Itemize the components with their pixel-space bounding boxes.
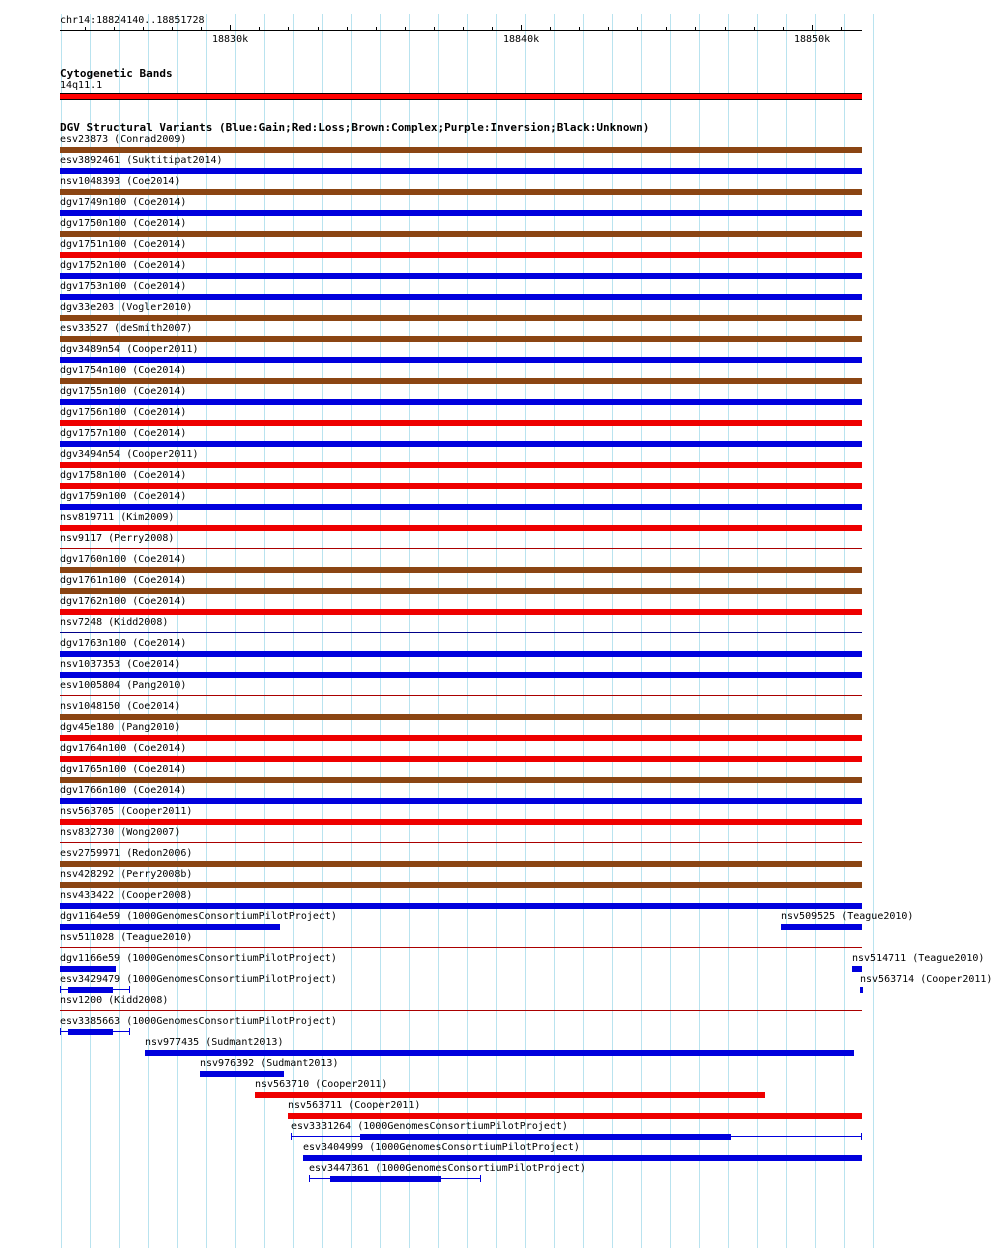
variant-label[interactable]: nsv1200 (Kidd2008) xyxy=(60,995,169,1006)
variant-bar[interactable] xyxy=(60,735,862,741)
minor-tick xyxy=(288,27,289,31)
variant-bar[interactable] xyxy=(60,1010,862,1011)
variant-bar[interactable] xyxy=(255,1092,765,1098)
variant-bar[interactable] xyxy=(860,987,863,993)
variant-bar[interactable] xyxy=(60,294,862,300)
minor-tick xyxy=(85,27,86,31)
minor-tick xyxy=(114,27,115,31)
ruler-axis xyxy=(60,30,862,31)
tick-label: 18840k xyxy=(503,34,540,45)
variant-label[interactable]: dgv33e203 (Vogler2010) xyxy=(60,302,193,313)
variant-bar[interactable] xyxy=(60,842,862,843)
variant-label[interactable]: nsv9117 (Perry2008) xyxy=(60,533,175,544)
variant-bar[interactable] xyxy=(60,882,862,888)
variant-bar[interactable] xyxy=(60,695,862,696)
variant-bar[interactable] xyxy=(60,336,862,342)
variant-bar[interactable] xyxy=(60,651,862,657)
variant-label[interactable]: esv3385663 (1000GenomesConsortiumPilotProject) xyxy=(60,1016,337,1027)
variant-label[interactable]: dgv1761n100 (Coe2014) xyxy=(60,575,187,586)
grid-line xyxy=(583,14,584,1248)
variant-label[interactable]: dgv1751n100 (Coe2014) xyxy=(60,239,187,250)
minor-tick xyxy=(463,27,464,31)
variant-bar[interactable] xyxy=(60,147,862,153)
variant-label[interactable]: nsv563705 (Cooper2011) xyxy=(60,806,193,817)
variant-label[interactable]: dgv1756n100 (Coe2014) xyxy=(60,407,187,418)
variant-core-bar[interactable] xyxy=(68,987,113,993)
variant-bar[interactable] xyxy=(60,609,862,615)
minor-tick xyxy=(434,27,435,31)
minor-tick xyxy=(172,27,173,31)
minor-tick xyxy=(347,27,348,31)
variant-bar[interactable] xyxy=(60,966,116,972)
variant-label[interactable]: dgv1749n100 (Coe2014) xyxy=(60,197,187,208)
variant-whisker-cap xyxy=(480,1175,481,1182)
grid-line xyxy=(641,14,642,1248)
variant-label[interactable]: nsv428292 (Perry2008b) xyxy=(60,869,193,880)
minor-tick xyxy=(143,27,144,31)
minor-tick xyxy=(666,27,667,31)
variant-bar[interactable] xyxy=(60,189,862,195)
variant-bar[interactable] xyxy=(60,525,862,531)
variant-bar[interactable] xyxy=(60,357,862,363)
variant-label[interactable]: nsv514711 (Teague2010) xyxy=(852,953,985,964)
variant-label[interactable]: nsv563714 (Cooper2011) xyxy=(860,974,992,985)
variant-bar[interactable] xyxy=(60,462,862,468)
major-tick xyxy=(230,25,231,31)
variant-label[interactable]: dgv1166e59 (1000GenomesConsortiumPilotProject) xyxy=(60,953,337,964)
variant-label[interactable]: esv3331264 (1000GenomesConsortiumPilotProject) xyxy=(291,1121,568,1132)
variant-label[interactable]: esv33527 (deSmith2007) xyxy=(60,323,193,334)
grid-line xyxy=(786,14,787,1248)
grid-line xyxy=(409,14,410,1248)
variant-bar[interactable] xyxy=(60,672,862,678)
grid-line xyxy=(380,14,381,1248)
variant-bar[interactable] xyxy=(60,989,129,990)
cytoband-track-title[interactable]: Cytogenetic Bands xyxy=(60,67,173,80)
variant-bar[interactable] xyxy=(60,504,862,510)
grid-line xyxy=(670,14,671,1248)
grid-line xyxy=(815,14,816,1248)
variant-bar[interactable] xyxy=(303,1155,862,1161)
minor-tick xyxy=(579,27,580,31)
variant-label[interactable]: dgv1754n100 (Coe2014) xyxy=(60,365,187,376)
variant-label[interactable]: dgv1765n100 (Coe2014) xyxy=(60,764,187,775)
variant-core-bar[interactable] xyxy=(360,1134,731,1140)
variant-label[interactable]: nsv509525 (Teague2010) xyxy=(781,911,914,922)
variant-bar[interactable] xyxy=(60,399,862,405)
variant-bar[interactable] xyxy=(60,420,862,426)
variant-bar[interactable] xyxy=(60,378,862,384)
minor-tick xyxy=(637,27,638,31)
variant-label[interactable]: dgv1755n100 (Coe2014) xyxy=(60,386,187,397)
variant-label[interactable]: dgv1763n100 (Coe2014) xyxy=(60,638,187,649)
minor-tick xyxy=(841,27,842,31)
variant-bar[interactable] xyxy=(60,924,280,930)
grid-line xyxy=(496,14,497,1248)
variant-bar[interactable] xyxy=(60,714,862,720)
variant-label[interactable]: dgv1766n100 (Coe2014) xyxy=(60,785,187,796)
cytoband-label[interactable]: 14q11.1 xyxy=(60,80,103,91)
variant-label[interactable]: dgv1759n100 (Coe2014) xyxy=(60,491,187,502)
variant-label[interactable]: dgv1164e59 (1000GenomesConsortiumPilotProject) xyxy=(60,911,337,922)
major-tick xyxy=(812,25,813,31)
tick-label: 18830k xyxy=(212,34,249,45)
variant-label[interactable]: dgv45e180 (Pang2010) xyxy=(60,722,181,733)
variant-label[interactable]: nsv7248 (Kidd2008) xyxy=(60,617,169,628)
minor-tick xyxy=(550,27,551,31)
variant-label[interactable]: esv3447361 (1000GenomesConsortiumPilotProject) xyxy=(309,1163,586,1174)
tick-label: 18850k xyxy=(794,34,831,45)
minor-tick xyxy=(608,27,609,31)
variant-bar[interactable] xyxy=(60,273,862,279)
variant-bar[interactable] xyxy=(60,168,862,174)
variant-bar[interactable] xyxy=(60,210,862,216)
variant-label[interactable]: esv1005804 (Pang2010) xyxy=(60,680,187,691)
grid-line xyxy=(467,14,468,1248)
grid-line xyxy=(554,14,555,1248)
variant-label[interactable]: esv23873 (Conrad2009) xyxy=(60,134,187,145)
variant-bar[interactable] xyxy=(291,1136,862,1137)
variant-bar[interactable] xyxy=(60,252,862,258)
minor-tick xyxy=(405,27,406,31)
grid-line xyxy=(728,14,729,1248)
variant-label[interactable]: esv3429479 (1000GenomesConsortiumPilotProject) xyxy=(60,974,337,985)
variant-bar[interactable] xyxy=(781,924,862,930)
variant-bar[interactable] xyxy=(309,1178,480,1179)
grid-line xyxy=(612,14,613,1248)
variant-bar[interactable] xyxy=(60,315,862,321)
variant-bar[interactable] xyxy=(60,483,862,489)
variant-bar[interactable] xyxy=(288,1113,862,1119)
variant-label[interactable]: dgv1752n100 (Coe2014) xyxy=(60,260,187,271)
variant-bar[interactable] xyxy=(60,947,862,948)
variant-label[interactable]: dgv1760n100 (Coe2014) xyxy=(60,554,187,565)
grid-line xyxy=(438,14,439,1248)
variant-label[interactable]: esv3892461 (Suktitipat2014) xyxy=(60,155,223,166)
variant-bar[interactable] xyxy=(60,819,862,825)
variant-bar[interactable] xyxy=(60,231,862,237)
variant-bar[interactable] xyxy=(60,777,862,783)
variant-label[interactable]: dgv1753n100 (Coe2014) xyxy=(60,281,187,292)
grid-line xyxy=(873,14,874,1248)
grid-line xyxy=(699,14,700,1248)
variant-bar[interactable] xyxy=(200,1071,284,1077)
cytoband-bar[interactable] xyxy=(60,93,862,100)
variant-label[interactable]: nsv976392 (Sudmant2013) xyxy=(200,1058,339,1069)
variant-label[interactable]: dgv1764n100 (Coe2014) xyxy=(60,743,187,754)
variant-label[interactable]: nsv1048393 (Coe2014) xyxy=(60,176,181,187)
variant-label[interactable]: dgv1762n100 (Coe2014) xyxy=(60,596,187,607)
variant-label[interactable]: dgv1750n100 (Coe2014) xyxy=(60,218,187,229)
variant-label[interactable]: nsv1037353 (Coe2014) xyxy=(60,659,181,670)
minor-tick xyxy=(783,27,784,31)
variant-bar[interactable] xyxy=(60,1031,129,1032)
minor-tick xyxy=(754,27,755,31)
variant-bar[interactable] xyxy=(852,966,862,972)
minor-tick xyxy=(376,27,377,31)
grid-line xyxy=(757,14,758,1248)
variant-label[interactable]: esv2759971 (Redon2006) xyxy=(60,848,193,859)
variant-bar[interactable] xyxy=(60,903,862,909)
variant-whisker-cap xyxy=(129,1028,130,1035)
variant-bar[interactable] xyxy=(60,441,862,447)
variant-whisker-cap xyxy=(129,986,130,993)
variant-label[interactable]: nsv977435 (Sudmant2013) xyxy=(145,1037,284,1048)
minor-tick xyxy=(695,27,696,31)
variant-label[interactable]: nsv511028 (Teague2010) xyxy=(60,932,193,943)
variant-label[interactable]: nsv563710 (Cooper2011) xyxy=(255,1079,388,1090)
variant-label[interactable]: dgv3494n54 (Cooper2011) xyxy=(60,449,199,460)
dgv-track-title[interactable]: DGV Structural Variants (Blue:Gain;Red:Loss;Brown:Complex;Purple:Inversion;Black:Unknown) xyxy=(60,121,650,134)
variant-bar[interactable] xyxy=(60,588,862,594)
grid-line xyxy=(844,14,845,1248)
variant-label[interactable]: nsv433422 (Cooper2008) xyxy=(60,890,193,901)
minor-tick xyxy=(201,27,202,31)
variant-bar[interactable] xyxy=(60,756,862,762)
variant-bar[interactable] xyxy=(60,632,862,633)
variant-label[interactable]: nsv832730 (Wong2007) xyxy=(60,827,181,838)
variant-label[interactable]: dgv1758n100 (Coe2014) xyxy=(60,470,187,481)
major-tick xyxy=(521,25,522,31)
grid-line xyxy=(525,14,526,1248)
variant-label[interactable]: nsv563711 (Cooper2011) xyxy=(288,1100,421,1111)
minor-tick xyxy=(318,27,319,31)
grid-line xyxy=(351,14,352,1248)
variant-bar[interactable] xyxy=(60,798,862,804)
variant-label[interactable]: dgv3489n54 (Cooper2011) xyxy=(60,344,199,355)
variant-bar[interactable] xyxy=(60,567,862,573)
variant-bar[interactable] xyxy=(60,548,862,549)
variant-core-bar[interactable] xyxy=(330,1176,441,1182)
variant-bar[interactable] xyxy=(145,1050,854,1056)
variant-label[interactable]: nsv819711 (Kim2009) xyxy=(60,512,175,523)
minor-tick xyxy=(259,27,260,31)
position-label: chr14:18824140..18851728 xyxy=(60,15,205,26)
variant-core-bar[interactable] xyxy=(68,1029,113,1035)
variant-label[interactable]: dgv1757n100 (Coe2014) xyxy=(60,428,187,439)
variant-label[interactable]: nsv1048150 (Coe2014) xyxy=(60,701,181,712)
minor-tick xyxy=(725,27,726,31)
minor-tick xyxy=(492,27,493,31)
variant-label[interactable]: esv3404999 (1000GenomesConsortiumPilotProject) xyxy=(303,1142,580,1153)
variant-bar[interactable] xyxy=(60,861,862,867)
